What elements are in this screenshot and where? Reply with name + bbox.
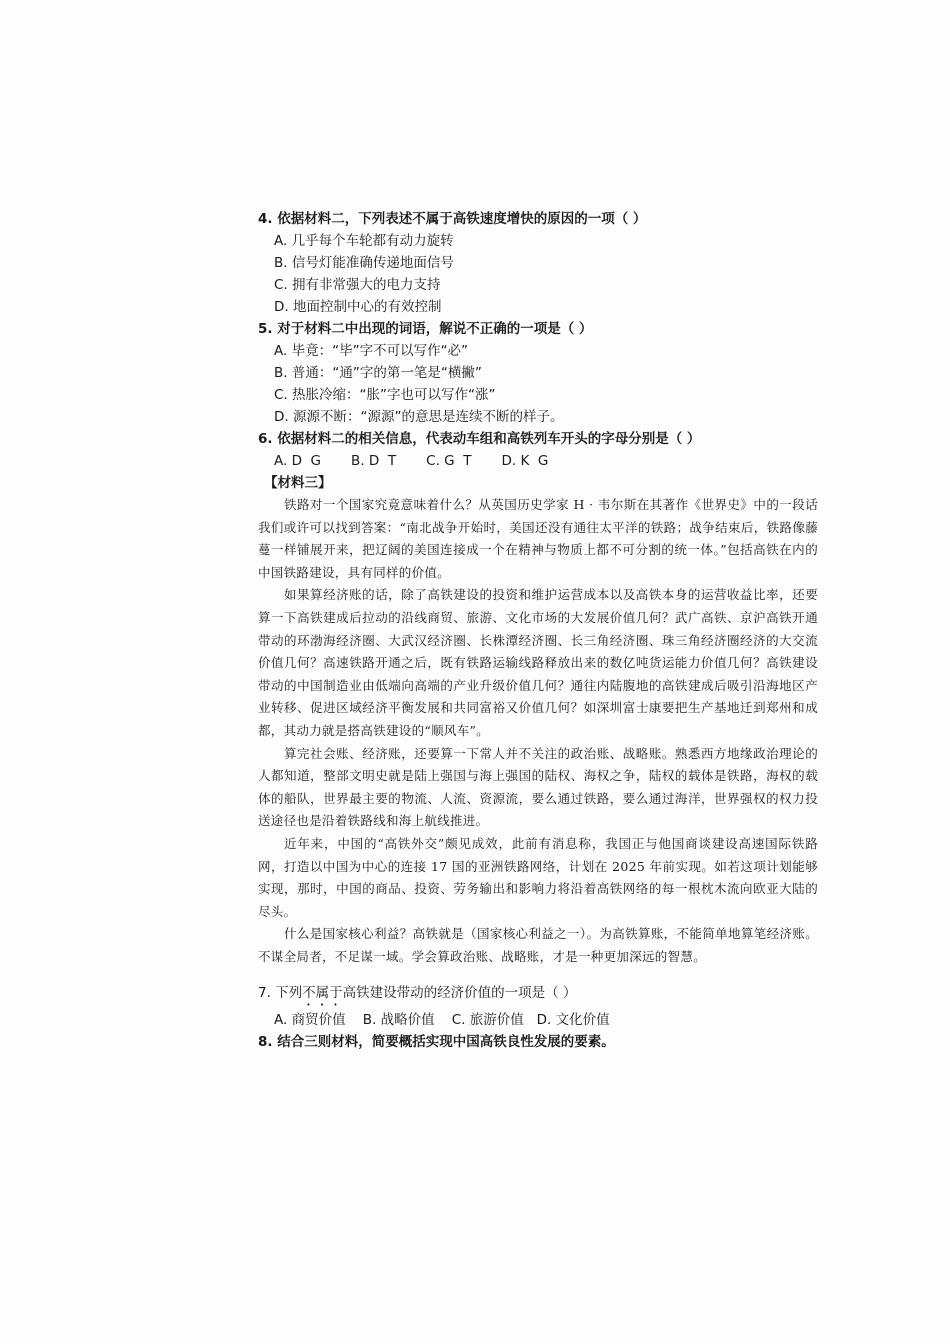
material-3-paragraph-2: 如果算经济账的话，除了高铁建设的投资和维护运营成本以及高铁本身的运营收益比率，还要算一下高铁建成后拉动的沿线商贸、旅游、文化市场的大发展价值几何？武广高铁、京沪高铁开通带动的环渤海经济圈、大武汉经济圈、长株潭经济圈、长三角经济圈、珠三角经济圈经济的大交流价值几何？高速铁路开通之后，既有铁路运输线路释放出来的数亿吨货运能力价值几何？高铁建设带动的中国制造业由低端向高端的产业升级价值几何？通往内陆腹地的高铁建成后吸引沿海地区产业转移、促进区域经济平衡发展和共同富裕又价值几何？如深圳富士康要把生产基地迁到郑州和成都，其动力就是搭高铁建设的“顺风车”。 — [258, 587, 818, 738]
material-3-paragraph-3: 算完社会账、经济账，还要算一下常人并不关注的政治账、战略账。熟悉西方地缘政治理论的人都知道，整部文明史就是陆上强国与海上强国的陆权、海权之争，陆权的载体是铁路，海权的载体的船队，世界最主要的物流、人流、资源流，要么通过铁路，要么通过海洋，世界强权的权力投送途径也是沿着铁路线和海上航线推进。 — [258, 745, 818, 829]
question-4-stem: 4. 依据材料二，下列表述不属于高铁速度增快的原因的一项（ ） — [258, 211, 647, 227]
question-5-option-c: C. 热胀冷缩：“胀”字也可以写作“涨” — [274, 387, 496, 403]
question-6-stem: 6. 依据材料二的相关信息，代表动车组和高铁列车开头的字母分别是（ ） — [258, 431, 701, 447]
question-content — [258, 208, 818, 1053]
question-5-option-a: A. 毕竟：“毕”字不可以写作“必” — [274, 343, 469, 359]
question-7-stem-suffix: 高铁建设带动的经济价值的一项是（ ） — [342, 985, 577, 1002]
question-4-option-b: B. 信号灯能准确传递地面信号 — [274, 255, 454, 271]
question-5-option-b: B. 普通：“通”字的第一笔是“横撇” — [274, 365, 482, 381]
question-5-stem: 5. 对于材料二中出现的词语，解说不正确的一项是（ ） — [258, 321, 593, 337]
question-7-emphasis: 不属于 — [302, 985, 343, 1002]
question-8-stem: 8. 结合三则材料，简要概括实现中国高铁良性发展的要素。 — [258, 1034, 615, 1051]
question-6-options: A. D G B. D T C. G T D. K G — [274, 453, 549, 469]
question-7-stem — [258, 982, 818, 1009]
material-3-paragraph-1: 铁路对一个国家究竟意味着什么？从英国历史学家 H · 韦尔斯在其著作《世界史》中的一段话我们或许可以找到答案：“南北战争开始时，美国还没有通往太平洋的铁路；战争结束后，铁路像藤蔓一样铺展开来，把辽阔的美国连接成一个在精神与物质上都不可分割的统一体。”包括高铁在内的中国铁路建设，具有同样的价值。 — [258, 497, 818, 580]
material-3-paragraph-5: 什么是国家核心利益？高铁就是（国家核心利益之一）。为高铁算账，不能简单地算笔经济账。不谋全局者，不足谋一域。学会算政治账、战略账，才是一种更加深远的智慧。 — [258, 926, 818, 964]
material-3-paragraph-4: 近年来，中国的“高铁外交”颇见成效，此前有消息称，我国正与他国商谈建设高速国际铁路网，打造以中国为中心的连接 17 国的亚洲铁路网络，计划在 2025 年前实现。如若这项计划能够实现，那时，中国的商品、投资、劳务输出和影响力将沿着高铁网络的每一根枕木流向欧亚大陆的尽头。 — [258, 835, 818, 919]
question-7-stem-prefix: 7. 下列 — [258, 985, 303, 1002]
material-3-heading: 【材料三】 — [264, 475, 332, 491]
question-5-option-d: D. 源源不断：“源源”的意思是连续不断的样子。 — [274, 409, 564, 425]
question-7-options: A. 商贸价值 B. 战略价值 C. 旅游价值 D. 文化价值 — [274, 1012, 610, 1029]
section-gap — [258, 968, 818, 982]
question-4-option-a: A. 几乎每个车轮都有动力旋转 — [274, 233, 454, 249]
question-4-option-c: C. 拥有非常强大的电力支持 — [274, 277, 441, 293]
question-4-option-d: D. 地面控制中心的有效控制 — [274, 299, 442, 315]
